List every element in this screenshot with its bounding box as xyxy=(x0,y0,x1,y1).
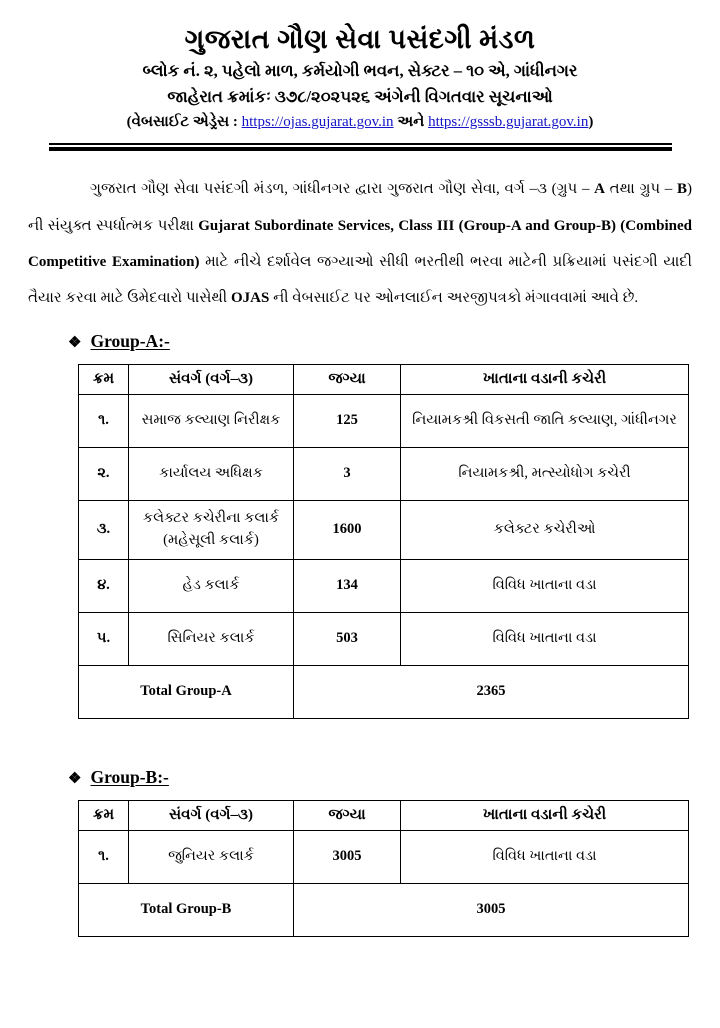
group-b-posts-table xyxy=(78,800,689,937)
intro-bold-group-a: A xyxy=(594,181,605,198)
cell-cadre: જુનિયર કલાર્ક xyxy=(129,830,294,883)
document-header xyxy=(0,0,720,132)
cell-office: વિવિધ ખાતાના વડા xyxy=(401,559,689,612)
cell-sr: ૨. xyxy=(79,447,129,500)
table-row xyxy=(79,612,689,665)
diamond-bullet-icon: ❖ xyxy=(68,334,82,351)
section-heading-group-a xyxy=(68,331,720,352)
cell-cadre: કાર્યાલય અધિક્ષક xyxy=(129,447,294,500)
cell-sr: ૫. xyxy=(79,612,129,665)
organization-address: બ્લોક નં. ૨, પહેલો માળ, કર્મયોગી ભવન, સેક્ટર – ૧૦ એ, ગાંધીનગર xyxy=(142,60,578,80)
intro-text-part-2: તથા ગ્રુપ – xyxy=(604,181,677,198)
cell-cadre: કલેક્ટર કચેરીના કલાર્ક (મહેસૂલી કલાર્ક) xyxy=(129,500,294,559)
cell-posts: 134 xyxy=(294,559,401,612)
website-suffix-text: ) xyxy=(588,114,594,131)
total-value: 3005 xyxy=(294,883,689,936)
intro-bold-group-b: B xyxy=(676,181,687,198)
divider-thick-line xyxy=(49,147,672,152)
website-prefix-text: (વેબસાઈટ એડ્રેસ : xyxy=(126,114,242,131)
cell-sr: ૪. xyxy=(79,559,129,612)
header-divider xyxy=(49,143,672,151)
total-value: 2365 xyxy=(294,665,689,718)
table-row xyxy=(79,500,689,559)
website-conjunction-text: અને xyxy=(393,114,429,131)
diamond-bullet-icon: ❖ xyxy=(68,770,82,787)
cell-posts: 3 xyxy=(294,447,401,500)
intro-text-part-4: માટે નીચે દર્શાવેલ જગ્યાઓ સીધી ભરતીથી ભરવા માટેની પ્રક્રિયામાં પસંદગી યાદી તૈયાર કરવા માટે ઉમેદવારો પાસેથી xyxy=(28,253,692,307)
column-header-office: ખાતાના વડાની કચેરી xyxy=(401,800,689,830)
column-header-posts: જગ્યા xyxy=(294,800,401,830)
intro-bold-exam-name: Gujarat Subordinate Services, Class III (Group-A and Group-B) (Combined Competitive Examination) xyxy=(28,217,692,270)
cell-cadre: સમાજ કલ્યાણ નિરીક્ષક xyxy=(129,394,294,447)
total-label: Total Group-A xyxy=(79,665,294,718)
table-total-row xyxy=(79,665,689,718)
intro-text-part-3: ) ની સંયુક્ત સ્પર્ધાત્મક પરીક્ષા xyxy=(28,181,692,234)
cell-office: નિયામકશ્રી, મત્સ્યોધોગ કચેરી xyxy=(401,447,689,500)
column-header-sr: ક્રમ xyxy=(79,364,129,394)
intro-text-part-1: ગુજરાત ગૌણ સેવા પસંદગી મંડળ, ગાંધીનગર દ્વારા ગુજરાત ગૌણ સેવા, વર્ગ –૩ (ગ્રુપ – xyxy=(90,181,595,198)
cell-office: કલેક્ટર કચેરીઓ xyxy=(401,500,689,559)
cell-office: વિવિધ ખાતાના વડા xyxy=(401,830,689,883)
gsssb-website-link[interactable]: https://gsssb.gujarat.gov.in xyxy=(428,114,589,131)
organization-title: ગુજરાત ગૌણ સેવા પસંદગી મંડળ xyxy=(184,24,536,54)
cell-posts: 3005 xyxy=(294,830,401,883)
cell-cadre: સિનિયર કલાર્ક xyxy=(129,612,294,665)
website-address-line xyxy=(0,112,720,132)
cell-cadre: હેડ કલાર્ક xyxy=(129,559,294,612)
table-row xyxy=(79,447,689,500)
group-a-posts-table xyxy=(78,364,689,719)
advertisement-number-line: જાહેરાત ક્રમાંકઃ ૩૭૮/૨૦૨૫૨૬ અંગેની વિગતવાર સૂચનાઓ xyxy=(167,86,553,106)
cell-sr: ૧. xyxy=(79,394,129,447)
section-heading-label-group-b: Group-B:- xyxy=(90,766,169,787)
section-heading-group-b xyxy=(68,767,720,788)
ojas-website-link[interactable]: https://ojas.gujarat.gov.in xyxy=(241,114,394,131)
table-row xyxy=(79,830,689,883)
section-heading-label-group-a: Group-A:- xyxy=(90,330,170,351)
column-header-cadre: સંવર્ગ (વર્ગ–૩) xyxy=(129,800,294,830)
cell-sr: ૩. xyxy=(79,500,129,559)
cell-posts: 503 xyxy=(294,612,401,665)
column-header-posts: જગ્યા xyxy=(294,364,401,394)
column-header-sr: ક્રમ xyxy=(79,800,129,830)
section-spacer xyxy=(0,719,720,753)
intro-paragraph xyxy=(28,171,692,316)
intro-bold-ojas: OJAS xyxy=(230,290,270,307)
cell-office: નિયામકશ્રી વિકસતી જાતિ કલ્યાણ, ગાંધીનગર xyxy=(401,394,689,447)
cell-office: વિવિધ ખાતાના વડા xyxy=(401,612,689,665)
cell-posts: 1600 xyxy=(294,500,401,559)
table-header-row xyxy=(79,364,689,394)
table-row xyxy=(79,394,689,447)
total-label: Total Group-B xyxy=(79,883,294,936)
cell-posts: 125 xyxy=(294,394,401,447)
table-row xyxy=(79,559,689,612)
cell-sr: ૧. xyxy=(79,830,129,883)
table-header-row xyxy=(79,800,689,830)
column-header-cadre: સંવર્ગ (વર્ગ–૩) xyxy=(129,364,294,394)
table-total-row xyxy=(79,883,689,936)
intro-text-part-5: ની વેબસાઈટ પર ઓનલાઈન અરજીપત્રકો મંગાવવામાં આવે છે. xyxy=(269,290,639,307)
column-header-office: ખાતાના વડાની કચેરી xyxy=(401,364,689,394)
